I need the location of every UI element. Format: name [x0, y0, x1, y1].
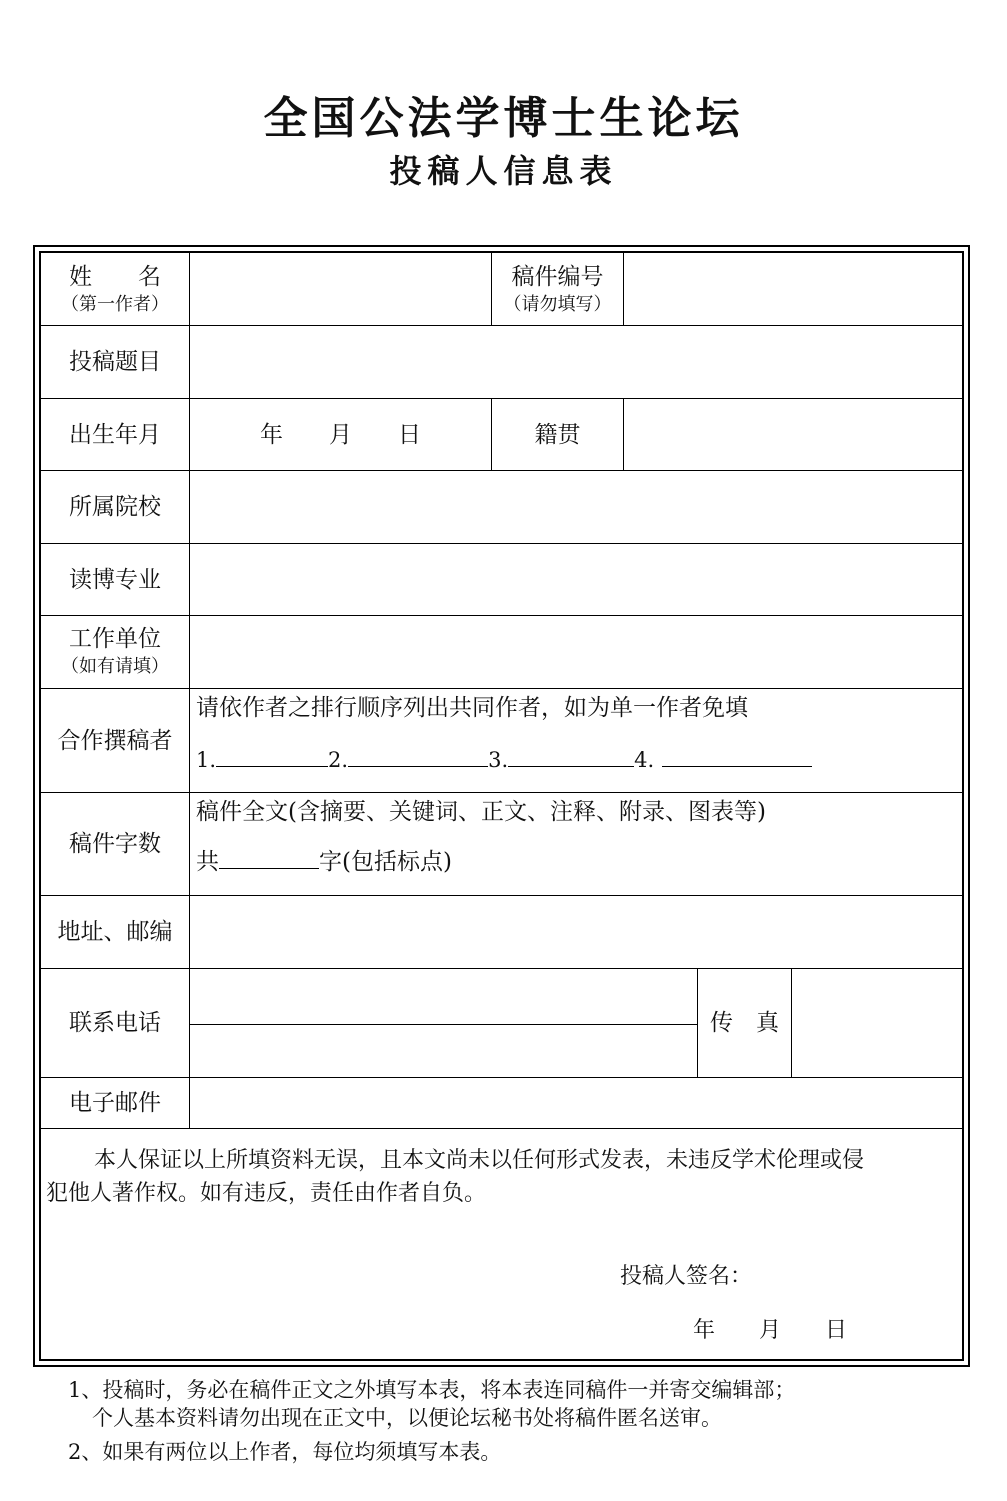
- email-label: 电子邮件: [69, 1090, 161, 1116]
- email-label-cell: [41, 1078, 189, 1128]
- row-divider: [40, 1128, 963, 1129]
- address-label-cell: [41, 896, 189, 968]
- wordcount-suffix: 字(包括标点): [319, 849, 452, 875]
- paper-title-field[interactable]: [190, 326, 963, 398]
- major-field[interactable]: [190, 544, 963, 615]
- coauthor-slot-number: 2.: [328, 748, 349, 772]
- phone-field-2[interactable]: [190, 1025, 697, 1077]
- wordcount-description: 稿件全文(含摘要、关键词、正文、注释、附录、图表等): [196, 799, 766, 825]
- school-label-cell: [41, 471, 189, 543]
- coauthor-slot-number: 4.: [634, 748, 655, 772]
- work-label-cell: [41, 616, 189, 688]
- work-field[interactable]: [190, 616, 963, 688]
- page-subtitle: 投稿人信息表: [389, 152, 618, 190]
- phone-label: 联系电话: [69, 1010, 161, 1036]
- native-place-label: 籍贯: [534, 421, 581, 448]
- coauthor-slots: [196, 744, 812, 775]
- note-1-line-1: 1、投稿时，务必在稿件正文之外填写本表，将本表连同稿件一并寄交编辑部；: [68, 1378, 796, 1402]
- declaration-line-2: 犯他人著作权。如有违反，责任由作者自负。: [46, 1181, 487, 1206]
- manuscript-no-sublabel: （请勿填写）: [503, 293, 612, 315]
- school-field[interactable]: [190, 471, 963, 543]
- wordcount-prefix: 共: [196, 849, 219, 875]
- phone-label-cell: [41, 969, 189, 1077]
- paper-title-label-cell: [41, 326, 189, 398]
- coauthor-1-input[interactable]: [216, 744, 328, 767]
- wordcount-label: 稿件字数: [69, 831, 161, 857]
- manuscript-no-label: 稿件编号: [511, 263, 604, 290]
- fax-label-cell: [698, 969, 791, 1077]
- wordcount-label-cell: [41, 793, 189, 895]
- coauthor-instruction: 请依作者之排行顺序列出共同作者，如为单一作者免填: [196, 695, 748, 721]
- coauthor-slot-number: 3.: [488, 748, 509, 772]
- page-title: 全国公法学博士生论坛: [263, 93, 744, 144]
- wordcount-input[interactable]: [219, 846, 319, 869]
- email-field[interactable]: [190, 1078, 963, 1128]
- signature-label: 投稿人签名：: [620, 1264, 753, 1289]
- coauthor-label-cell: [41, 689, 189, 792]
- name-label-cell: [41, 254, 189, 325]
- name-label: 姓 名: [69, 263, 161, 290]
- birth-date-field[interactable]: [190, 399, 491, 470]
- coauthor-4-input[interactable]: [662, 744, 812, 767]
- wordcount-line: [196, 846, 452, 877]
- paper-title-label: 投稿题目: [69, 349, 161, 375]
- major-label: 读博专业: [69, 566, 161, 593]
- native-place-label-cell: [492, 399, 623, 470]
- work-label: 工作单位: [69, 626, 161, 652]
- birth-date-placeholder: 年 月 日: [260, 421, 421, 448]
- name-field[interactable]: [190, 254, 491, 325]
- fax-field[interactable]: [792, 969, 963, 1077]
- note-1-line-2: 个人基本资料请勿出现在正文中，以便论坛秘书处将稿件匿名送审。: [92, 1406, 722, 1430]
- name-sublabel: （第一作者）: [61, 293, 169, 315]
- major-label-cell: [41, 544, 189, 615]
- work-sublabel: （如有请填）: [61, 656, 169, 677]
- coauthor-label: 合作撰稿者: [57, 727, 173, 754]
- address-field[interactable]: [190, 896, 963, 968]
- coauthor-3-input[interactable]: [508, 744, 634, 767]
- phone-field-1[interactable]: [190, 969, 697, 1024]
- signature-date: 年 月 日: [693, 1318, 848, 1343]
- birth-label: 出生年月: [69, 421, 161, 448]
- manuscript-no-field[interactable]: [624, 254, 963, 325]
- coauthor-2-input[interactable]: [348, 744, 488, 767]
- address-label: 地址、邮编: [57, 919, 173, 945]
- fax-label: 传 真: [710, 1010, 779, 1036]
- note-2: 2、如果有两位以上作者，每位均须填写本表。: [68, 1440, 502, 1464]
- declaration-line-1: 本人保证以上所填资料无误，且本文尚未以任何形式发表，未违反学术伦理或侵: [94, 1148, 865, 1173]
- coauthor-slot-number: 1.: [196, 748, 217, 772]
- native-place-field[interactable]: [624, 399, 963, 470]
- manuscript-no-label-cell: [492, 254, 623, 325]
- birth-label-cell: [41, 399, 189, 470]
- school-label: 所属院校: [69, 494, 161, 520]
